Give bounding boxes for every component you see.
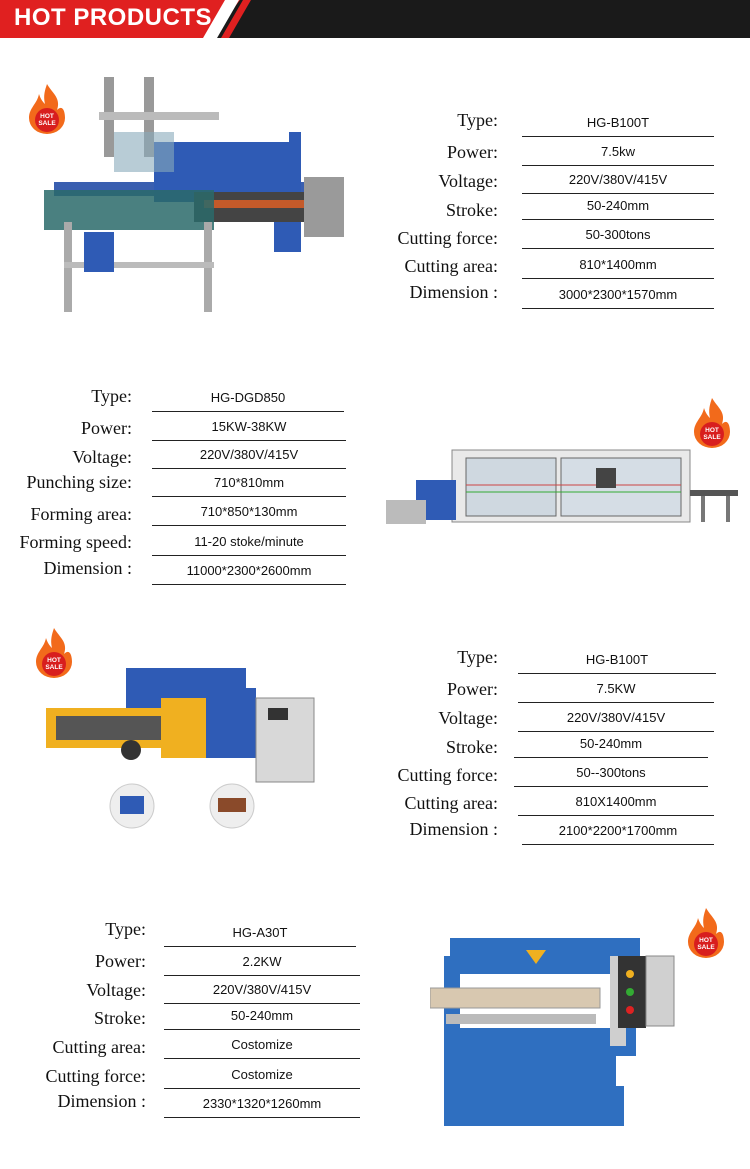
spec-value: 50-240mm xyxy=(514,733,708,758)
spec-value: HG-DGD850 xyxy=(152,387,344,412)
badge-text: SALE xyxy=(703,434,721,441)
spec-label: Forming area: xyxy=(30,504,132,524)
spec-label: Stroke: xyxy=(446,737,498,757)
spec-value: 50-240mm xyxy=(164,1005,360,1030)
badge-text: SALE xyxy=(38,120,56,127)
spec-label: Voltage: xyxy=(86,980,146,1000)
badge-text: HOT xyxy=(699,937,713,944)
spec-value: 50-240mm xyxy=(522,195,714,220)
spec-label: Punching size: xyxy=(26,472,132,492)
hot-sale-badge-icon xyxy=(27,82,67,134)
machine-image-1 xyxy=(44,72,350,322)
spec-value: 810*1400mm xyxy=(522,254,714,279)
badge-text: SALE xyxy=(697,944,715,951)
spec-label: Type: xyxy=(91,386,132,406)
spec-value: 220V/380V/415V xyxy=(164,979,360,1004)
hot-sale-badge-icon xyxy=(692,396,732,448)
spec-label: Dimension : xyxy=(43,558,132,578)
spec-value: 11000*2300*2600mm xyxy=(152,560,346,585)
machine-image-4 xyxy=(430,936,678,1132)
spec-label: Power: xyxy=(95,951,146,971)
spec-label: Dimension : xyxy=(57,1091,146,1111)
spec-label: Stroke: xyxy=(94,1008,146,1028)
spec-value: 3000*2300*1570mm xyxy=(522,284,714,309)
spec-label: Cutting area: xyxy=(404,256,498,276)
spec-value: 2100*2200*1700mm xyxy=(522,820,714,845)
machine-image-2 xyxy=(386,440,738,530)
spec-label: Cutting force: xyxy=(45,1066,146,1086)
hot-sale-badge-icon xyxy=(34,626,74,678)
spec-value: 50--300tons xyxy=(514,762,708,787)
spec-value: Costomize xyxy=(164,1064,360,1089)
spec-label: Power: xyxy=(81,418,132,438)
spec-label: Voltage: xyxy=(72,447,132,467)
spec-value: 710*850*130mm xyxy=(152,501,346,526)
header-banner xyxy=(0,0,750,38)
badge-text: SALE xyxy=(45,664,63,671)
header-title: HOT PRODUCTS xyxy=(14,4,212,31)
spec-label: Dimension : xyxy=(409,282,498,302)
spec-label: Cutting force: xyxy=(397,765,498,785)
spec-label: Stroke: xyxy=(446,200,498,220)
hot-sale-badge-icon xyxy=(686,906,726,958)
badge-text: HOT xyxy=(705,427,719,434)
spec-value: 810X1400mm xyxy=(518,791,714,816)
spec-value: 220V/380V/415V xyxy=(152,444,346,469)
spec-label: Type: xyxy=(457,647,498,667)
spec-label: Cutting force: xyxy=(397,228,498,248)
spec-label: Dimension : xyxy=(409,819,498,839)
spec-label: Power: xyxy=(447,142,498,162)
spec-label: Cutting area: xyxy=(52,1037,146,1057)
spec-value: 50-300tons xyxy=(522,224,714,249)
spec-value: 15KW-38KW xyxy=(152,416,346,441)
spec-label: Cutting area: xyxy=(404,793,498,813)
spec-label: Voltage: xyxy=(438,171,498,191)
spec-value: Costomize xyxy=(164,1034,360,1059)
spec-label: Forming speed: xyxy=(19,532,132,552)
badge-text: HOT xyxy=(47,657,61,664)
spec-value: 11-20 stoke/minute xyxy=(152,531,346,556)
machine-image-3 xyxy=(46,668,322,838)
spec-value: 220V/380V/415V xyxy=(522,169,714,194)
spec-value: HG-B100T xyxy=(518,649,716,674)
spec-value: 7.5KW xyxy=(518,678,714,703)
spec-value: HG-B100T xyxy=(522,112,714,137)
spec-label: Voltage: xyxy=(438,708,498,728)
spec-value: 7.5kw xyxy=(522,141,714,166)
spec-value: 710*810mm xyxy=(152,472,346,497)
spec-value: HG-A30T xyxy=(164,922,356,947)
spec-value: 220V/380V/415V xyxy=(518,707,714,732)
spec-label: Type: xyxy=(457,110,498,130)
spec-value: 2330*1320*1260mm xyxy=(164,1093,360,1118)
spec-value: 2.2KW xyxy=(164,951,360,976)
spec-label: Type: xyxy=(105,919,146,939)
badge-text: HOT xyxy=(40,113,54,120)
spec-label: Power: xyxy=(447,679,498,699)
